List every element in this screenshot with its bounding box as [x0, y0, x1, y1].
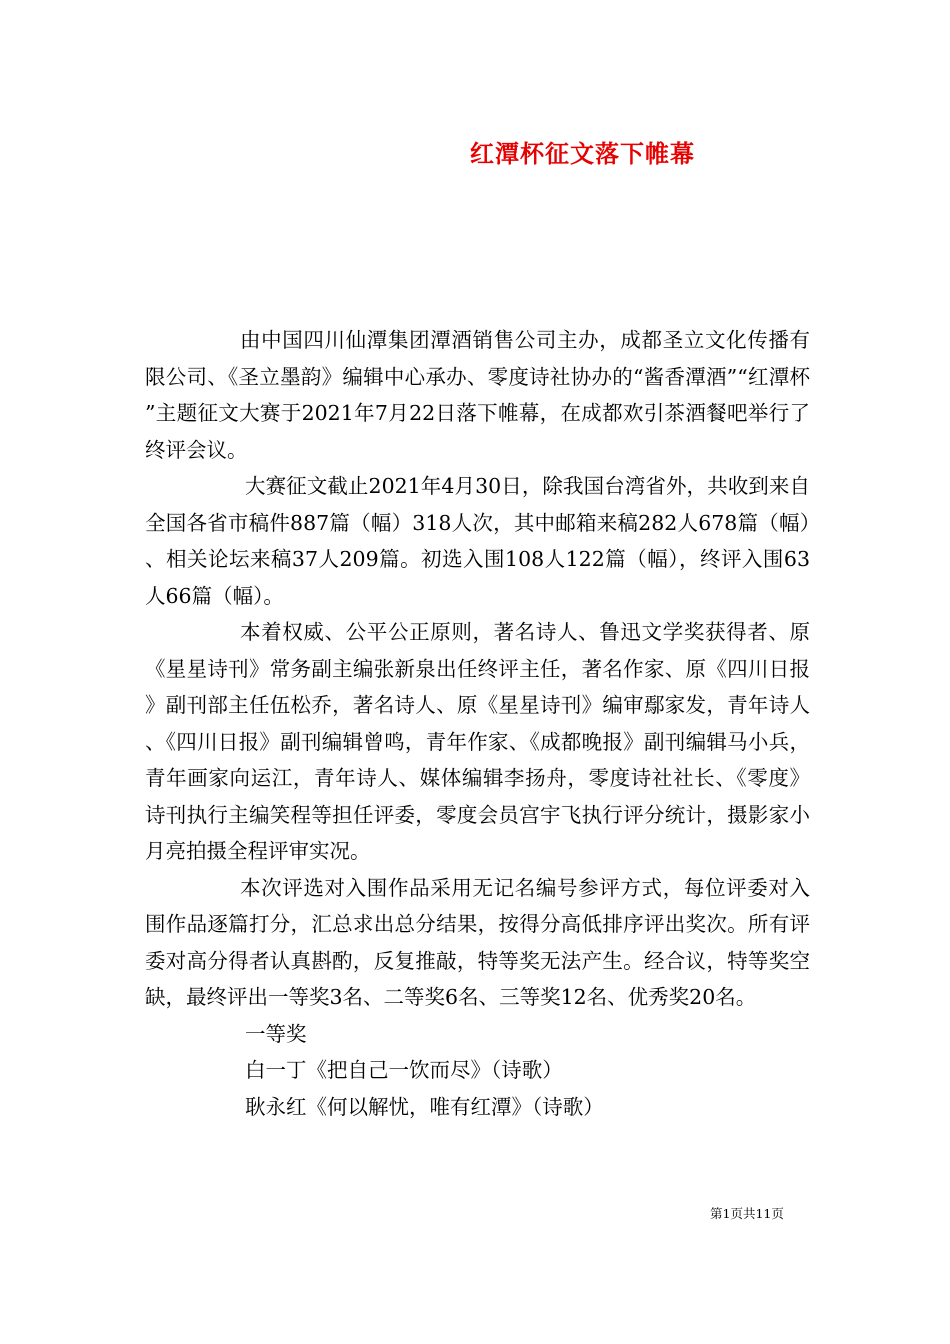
award-entry: 白一丁《把自己一饮而尽》（诗歌） [245, 1058, 563, 1082]
page-number-footer: 第1页共11页 [710, 1206, 784, 1221]
paragraph-submissions: 大赛征文截止2021年4月30日，除我国台湾省外，共收到来自全国各省市稿件887篇（幅）318人次，其中邮箱来稿282人678篇（幅）、相关论坛来稿37人209篇。初选入围108人122篇（幅），终评入围63人66篇（幅）。 [145, 474, 810, 608]
paragraph-intro: 由中国四川仙潭集团潭酒销售公司主办，成都圣立文化传播有限公司、《圣立墨韵》编辑中心承办、零度诗社协办的“酱香潭酒”“红潭杯”主题征文大赛于2021年7月22日落下帷幕，在成都欢引茶酒餐吧举行了终评会议。 [145, 328, 810, 462]
award-entry: 耿永红《何以解忧，唯有红潭》（诗歌） [245, 1094, 604, 1119]
paragraph-judges: 本着权威、公平公正原则，著名诗人、鲁迅文学奖获得者、原《星星诗刊》常务副主编张新泉出任终评主任，著名作家、原《四川日报》副刊部主任伍松乔，著名诗人、原《星星诗刊》编审鄢家发，青年诗人、《四川日报》副刊编辑曾鸣，青年作家、《成都晚报》副刊编辑马小兵，青年画家向运江，青年诗人、媒体编辑李扬舟，零度诗社社长、《零度》诗刊执行主编笑程等担任评委，零度会员宫宇飞执行评分统计，摄影家小月亮拍摄全程评审实况。 [145, 620, 810, 863]
document-body [145, 322, 810, 1125]
paragraph-evaluation: 本次评选对入围作品采用无记名编号参评方式，每位评委对入围作品逐篇打分，汇总求出总分结果，按得分高低排序评出奖次。所有评委对高分得者认真斟酌，反复推敲，特等奖无法产生。经合议，特等奖空缺，最终评出一等奖3名、二等奖6名、三等奖12名、优秀奖20名。 [145, 875, 810, 1009]
document-title: 红潭杯征文落下帷幕 [470, 139, 695, 168]
award-heading-first-prize: 一等奖 [245, 1021, 307, 1046]
